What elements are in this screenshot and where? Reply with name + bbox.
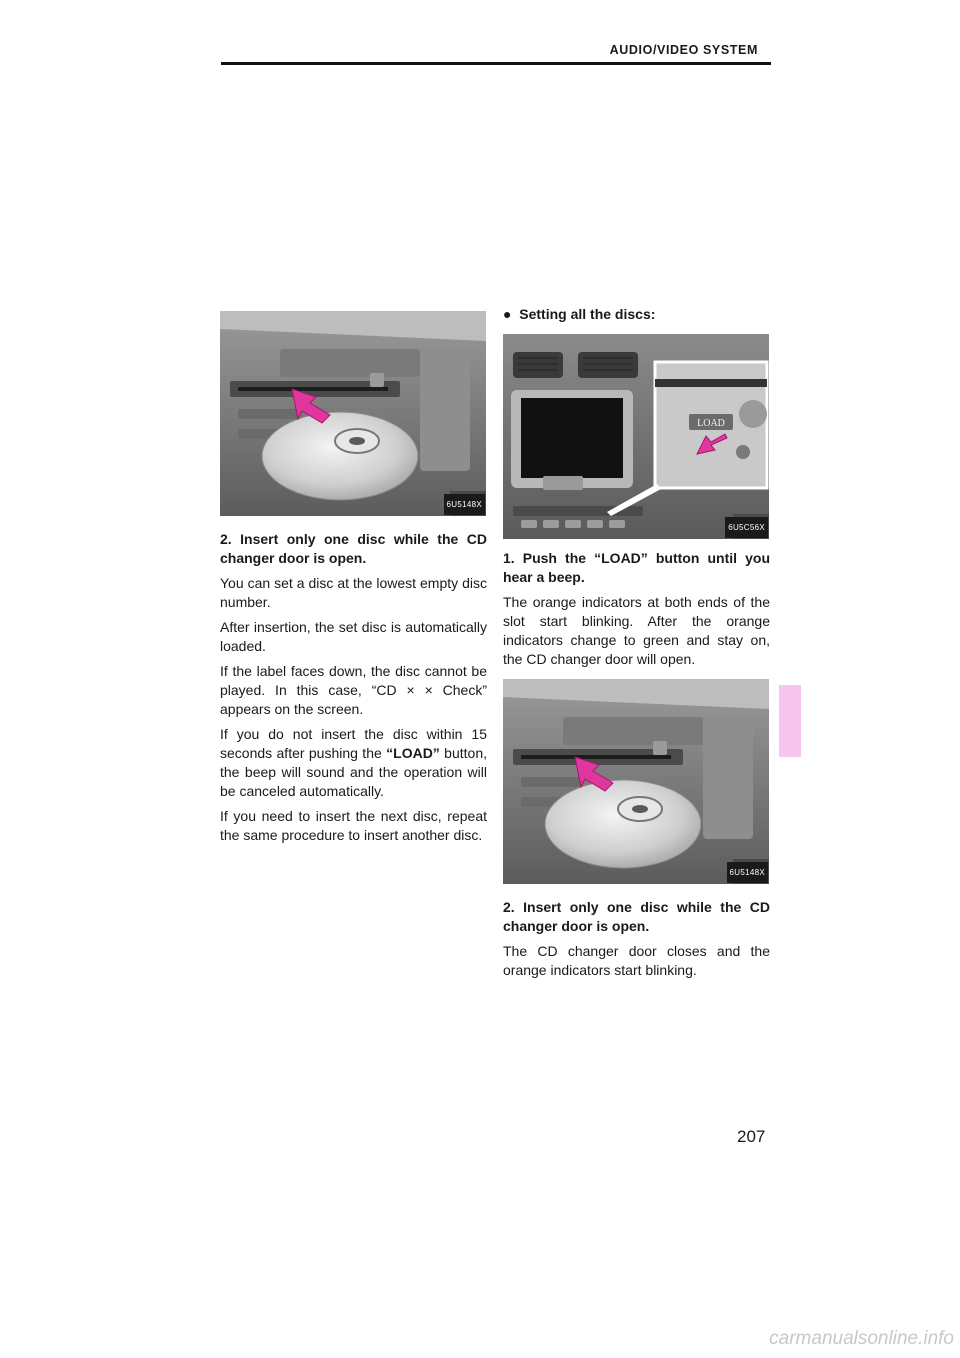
watermark: carmanualsonline.info: [769, 1328, 954, 1349]
figure-code: 6U5C56X: [725, 517, 768, 538]
right-column: [503, 305, 770, 986]
page-number: 207: [737, 1127, 766, 1146]
left-paragraph-1: You can set a disc at the lowest empty disc number.: [220, 575, 487, 610]
left-step-heading: 2. Insert only one disc while the CD changer door is open.: [220, 531, 487, 566]
left-paragraph-3: If the label faces down, the disc cannot be played. In this case, “CD × × Check” appears on the screen.: [220, 663, 487, 717]
load-button-label: LOAD: [697, 418, 725, 429]
left-paragraph-5: If you need to insert the next disc, repeat the same procedure to insert another disc.: [220, 808, 487, 843]
load-keyword: “LOAD”: [386, 745, 440, 761]
cd-insert-figure: [220, 311, 486, 516]
figure-code: 6U5148X: [727, 862, 768, 883]
section-tab: [779, 685, 801, 757]
right-step1-text: The orange indicators at both ends of the slot start blinking. After the orange indicators change to green and stay on, the CD changer door will open.: [503, 594, 770, 667]
left-paragraph-4: If you do not insert the disc within 15 seconds after pushing the “LOAD” button, the beep will sound and the operation will be canceled automatically.: [220, 726, 487, 799]
cd-insert-figure-2: [503, 679, 769, 884]
left-paragraph-2: After insertion, the set disc is automatically loaded.: [220, 619, 487, 654]
left-column: [220, 311, 487, 851]
bullet-icon: ●: [503, 306, 512, 322]
header-rule: [221, 62, 771, 65]
section-title: AUDIO/VIDEO SYSTEM: [609, 43, 758, 57]
right-step2-text: The CD changer door closes and the orange indicators start blinking.: [503, 943, 770, 978]
bullet-heading: ● Setting all the discs:: [503, 306, 656, 322]
figure-code: 6U5148X: [444, 494, 485, 515]
load-button-figure: [503, 334, 769, 539]
right-step1-heading: 1. Push the “LOAD” button until you hear a beep.: [503, 550, 770, 585]
right-step2-heading: 2. Insert only one disc while the CD changer door is open.: [503, 899, 770, 934]
